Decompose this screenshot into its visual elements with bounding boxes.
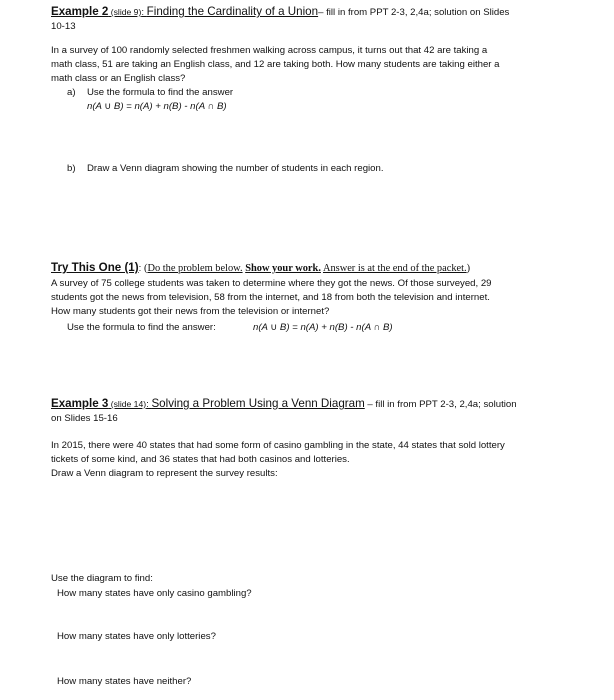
example2-slide: (slide 9): [108, 7, 142, 17]
example2-problem-line-1: In a survey of 100 randomly selected freshmen walking across campus, it turns out that 42 are taking a: [51, 45, 488, 56]
try-this-problem-line-3: How many students got their news from the television or internet?: [51, 306, 330, 317]
example2-heading-rest: – fill in from PPT 2-3, 2,4a; solution on Slides: [318, 7, 510, 18]
try-this-label: Try This One (1): [51, 261, 139, 274]
part-a-text: Use the formula to find the answer: [87, 87, 234, 98]
example2-heading-line2: 10-13: [51, 21, 76, 32]
example2-colon: :: [141, 7, 147, 18]
example3-problem-line-3: Draw a Venn diagram to represent the survey results:: [51, 468, 278, 479]
question-2: How many states have only lotteries?: [57, 631, 216, 642]
try-this-heading: [51, 261, 470, 275]
try-this-instr-3: Answer is at the end of the packet.: [322, 263, 467, 274]
part-b-text: Draw a Venn diagram showing the number of students in each region.: [87, 163, 384, 174]
example3-colon: :: [146, 399, 152, 410]
try-this-formula-prompt: Use the formula to find the answer:: [67, 322, 216, 333]
try-this-problem-line-1: A survey of 75 college students was taken to determine where they got the news. Of those surveyed, 29: [51, 278, 492, 289]
use-diagram-prompt: Use the diagram to find:: [51, 573, 153, 584]
example2-problem-line-3: math class or an English class?: [51, 73, 186, 84]
try-this-instr-open: (: [143, 263, 148, 274]
example3-problem-line-1: In 2015, there were 40 states that had some form of casino gambling in the state, 44 states that sold lottery: [51, 440, 505, 451]
example3-heading-line2: on Slides 15-16: [51, 413, 118, 424]
example3-heading: [51, 397, 517, 411]
example2-heading: [51, 5, 509, 19]
question-1: How many states have only casino gambling?: [57, 588, 252, 599]
example2-label: Example 2: [51, 5, 109, 18]
example3-heading-rest: – fill in from PPT 2-3, 2,4a; solution: [364, 399, 517, 410]
part-b-label: b): [67, 163, 76, 174]
try-this-instr-close: ): [466, 263, 471, 274]
try-this-colon: :: [138, 263, 144, 274]
question-3: How many states have neither?: [57, 676, 192, 687]
example3-problem-line-2: tickets of some kind, and 36 states that had both casinos and lotteries.: [51, 454, 350, 465]
example3-slide: (slide 14): [108, 399, 147, 409]
try-this-formula: n(A ∪ B) = n(A) + n(B) - n(A ∩ B): [253, 322, 393, 333]
example3-title: Solving a Problem Using a Venn Diagram: [151, 397, 365, 410]
example2-problem-line-2: math class, 51 are taking an English class, and 12 are taking both. How many students are taking either a: [51, 59, 500, 70]
part-a-label: a): [67, 87, 76, 98]
try-this-instr-2: Show your work.: [245, 263, 321, 274]
try-this-instr-1: Do the problem below.: [147, 263, 243, 274]
example3-label: Example 3: [51, 397, 109, 410]
example2-title: Finding the Cardinality of a Union: [146, 5, 319, 18]
try-this-problem-line-2: students got the news from television, 58 from the internet, and 18 from both the television and internet.: [51, 292, 490, 303]
example2-formula: n(A ∪ B) = n(A) + n(B) - n(A ∩ B): [87, 101, 227, 112]
